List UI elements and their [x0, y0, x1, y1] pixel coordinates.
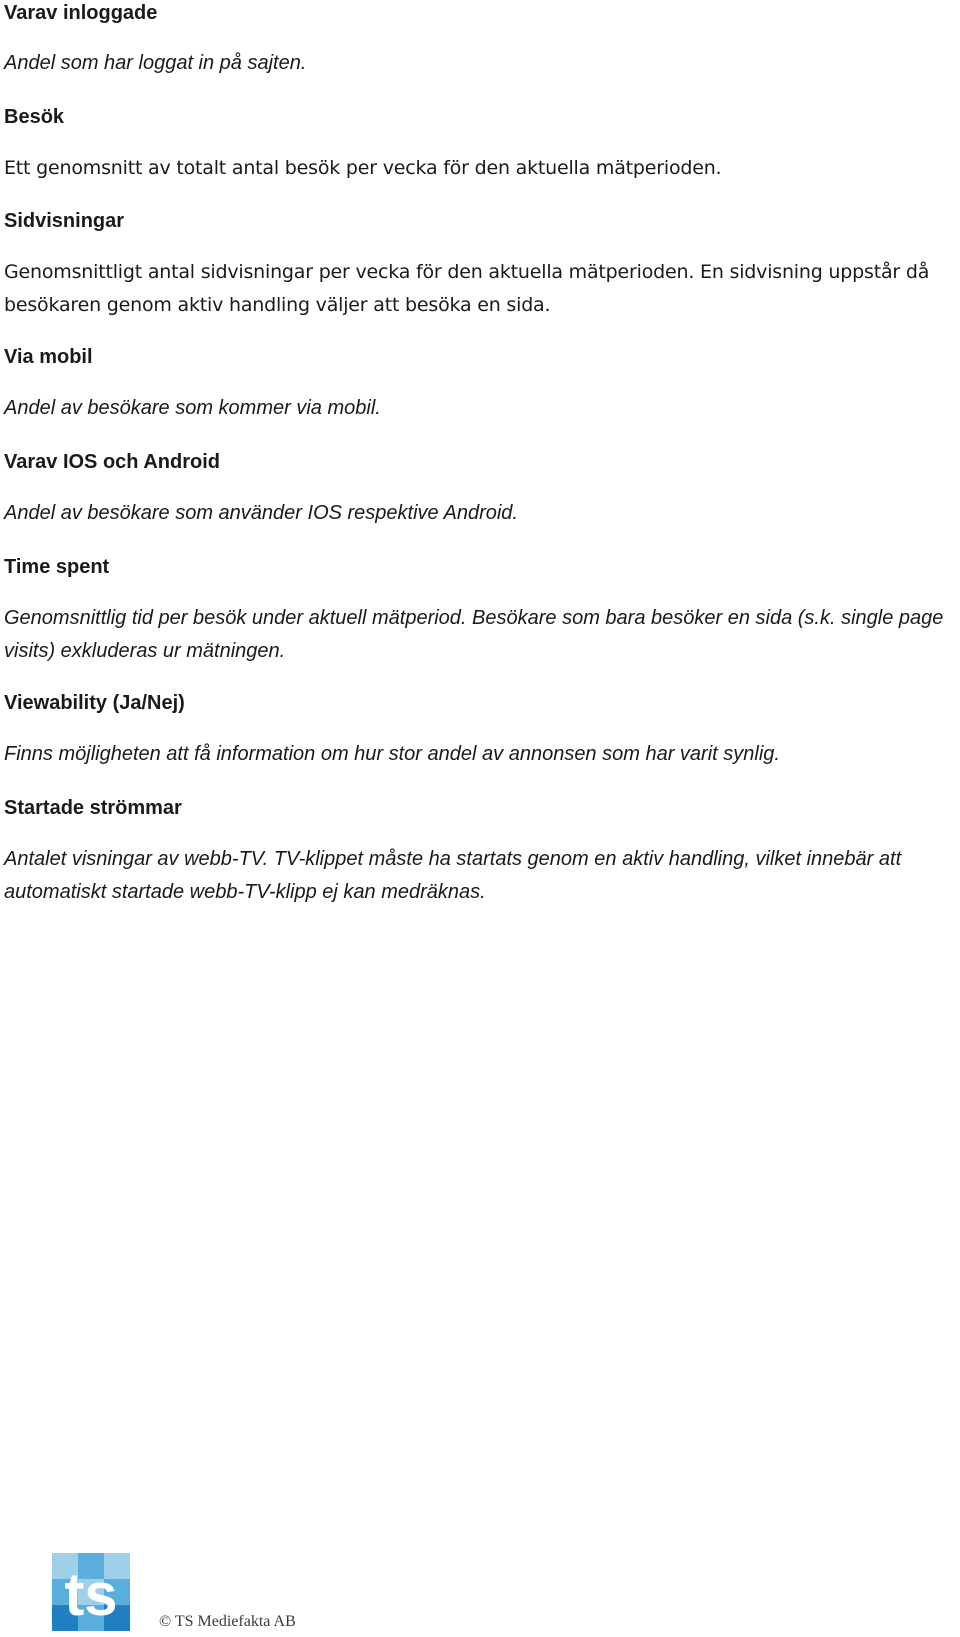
term-startade-strommar: Startade strömmar: [4, 797, 182, 819]
term-ios-android: Varav IOS och Android: [4, 451, 220, 473]
definition-besok: Ett genomsnitt av totalt antal besök per vecka för den aktuella mätperioden.: [4, 157, 722, 179]
definition-viewability: Finns möjligheten att få information om hur stor andel av annonsen som har varit synlig.: [4, 743, 780, 765]
term-viewability: Viewability (Ja/Nej): [4, 692, 185, 714]
logo-lettering: ts: [64, 1561, 118, 1628]
term-sidvisningar: Sidvisningar: [4, 210, 125, 232]
definition-ios-android: Andel av besökare som använder IOS respektive Android.: [4, 502, 518, 524]
term-via-mobil: Via mobil: [4, 346, 93, 368]
term-varav-inloggade: Varav inloggade: [4, 2, 158, 24]
definition-startade-strommar: Antalet visningar av webb-TV. TV-klippet måste ha startats genom en aktiv handling, vilket innebär att automatiskt startade webb-TV-klipp ej kan medräknas.: [4, 848, 902, 903]
copyright-notice: © TS Mediefakta AB: [159, 1613, 296, 1630]
term-time-spent: Time spent: [4, 556, 110, 578]
page-footer: [52, 1553, 352, 1637]
definition-varav-inloggade: Andel som har loggat in på sajten.: [4, 52, 307, 74]
definition-via-mobil: Andel av besökare som kommer via mobil.: [4, 397, 381, 419]
term-besok: Besök: [4, 106, 65, 128]
definition-time-spent: Genomsnittlig tid per besök under aktuell mätperiod. Besökare som bara besöker en sida (s.k. single page visits) exkluderas ur mätningen.: [4, 607, 944, 662]
definition-sidvisningar: Genomsnittligt antal sidvisningar per vecka för den aktuella mätperioden. En sidvisning uppstår då besökaren genom aktiv handling väljer att besöka en sida.: [4, 261, 930, 316]
ts-mediefakta-logo: [52, 1553, 130, 1631]
